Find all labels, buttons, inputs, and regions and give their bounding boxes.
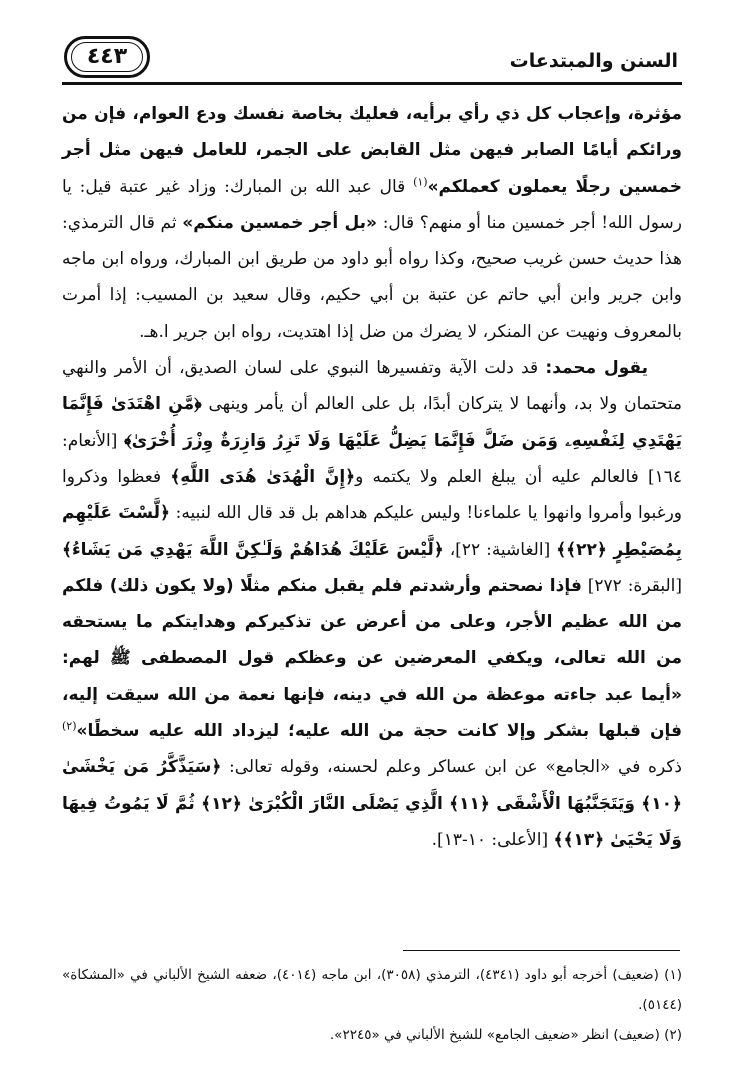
footnotes (62, 960, 682, 1050)
page-header (62, 32, 682, 84)
quran-verse: ﴿إِنَّ الْهُدَىٰ هُدَى اللَّهِ﴾ (170, 466, 356, 487)
verse-reference: [الأعلى: ١٠-١٣]. (431, 829, 554, 850)
paragraph-text: فعظوا وذكروا ورغبوا وأمروا وانهوا يا علماءنا! وليس عليكم هداهم بل قد قال الله لنبيه: (62, 466, 682, 524)
footnote-marker-1: (١) (413, 174, 428, 188)
paragraph-text: ذكره في «الجامع» عن ابن عساكر وعلم لحسنه، وقوله تعالى: (221, 757, 682, 778)
quran-verse: ﴿لَّسْتَ عَلَيْهِم بِمُصَيْطِرٍ ﴿٢٢﴾﴾ (62, 503, 682, 560)
paragraph-text: فإذا نصحتم وأرشدتم فلم يقبل منكم مثلًا (ولا يكون ذلك) فلكم من الله عظيم الأجر، وعلى من أعرض عن تذكيركم وهدايتكم ما يستحقه من الله تعالى، ويكفي المعرضين عن وعظكم قول المصطفى ﷺ لهم: (62, 575, 682, 669)
footnote-1: (١) (ضعيف) أخرجه أبو داود (٤٣٤١)، الترمذي (٣٠٥٨)، ابن ماجه (٤٠١٤)، ضعفه الشيخ الألباني في «المشكاة» (٥١٤٤). (62, 967, 682, 1013)
footnote-marker-2: (٢) (62, 719, 77, 733)
speaker-lead: يقول محمد: (545, 358, 648, 379)
quran-verse: ﴿سَيَذَّكَّرُ مَن يَخْشَىٰ ﴿١٠﴾ وَيَتَجَنَّبُهَا الْأَشْقَى ﴿١١﴾ الَّذِي يَصْلَى النَّارَ الْكُبْرَىٰ ﴿١٢﴾ ثُمَّ لَا يَمُوتُ فِيهَا وَلَا يَحْيَىٰ ﴿١٣﴾﴾ (62, 757, 682, 850)
paragraph-2 (62, 350, 682, 858)
header-divider (62, 84, 682, 85)
quran-verse: ﴿مَّنِ اهْتَدَىٰ فَإِنَّمَا يَهْتَدِي لِنَفْسِهِۦ وَمَن ضَلَّ فَإِنَّمَا يَضِلُّ عَلَيْهَا وَلَا تَزِرُ وَازِرَةٌ وِزْرَ أُخْرَىٰ﴾ (62, 394, 682, 451)
hadith-quote: «أيما عبد جاءته موعظة من الله في دينه، فإنها نعمة من الله سيقت إليه، فإن قبلها بشكر وإلا كانت حجة من الله عليه؛ ليزداد الله عليه سخطًا» (62, 684, 682, 742)
main-text (62, 96, 682, 858)
verse-reference: [الغاشية: ٢٢]، (443, 539, 557, 560)
hadith-quote: مؤثرة، وإعجاب كل ذي رأي برأيه، فعليك بخاصة نفسك ودع العوام، فإن من ورائكم أيامًا الصابر فيهن مثل القابض على الجمر، للعامل فيهن مثل أجر خمسين رجلًا يعملون كعملكم» (62, 104, 683, 197)
verse-reference: [البقرة: ٢٧٢] (581, 575, 682, 596)
hadith-quote: «بل أجر خمسين منكم» (182, 212, 377, 233)
paragraph-text: قد دلت الآية وتفسيرها النبوي على لسان الصديق، أن الأمر والنهي متحتمان ولا بد، وأنهما لا يتركان أبدًا، بل على العالم أن يأمر وينهى (62, 358, 683, 415)
verse-reference: [الأنعام: ١٦٤] (62, 430, 682, 487)
page-number: ٤٤٣ (71, 42, 143, 72)
paragraph-text: ثم قال الترمذي: هذا حديث حسن غريب صحيح، وكذا رواه أبو داود من طريق ابن المبارك، ورواه ابن ماجه وابن جرير وابن أبي حاتم عن عتبة بن أبي حكيم، وقال سعيد بن المسيب: إذا أمرت بالمعروف ونهيت عن المنكر، لا يضرك من ضل إذا اهتديت، رواه ابن جرير ا.هـ. (62, 212, 682, 342)
paragraph-text: فالعالم عليه أن يبلغ العلم ولا يكتمه و (355, 466, 639, 487)
quran-verse: ﴿لَّيْسَ عَلَيْكَ هُدَاهُمْ وَلَـٰكِنَّ اللَّهَ يَهْدِي مَن يَشَاءُ﴾ (62, 539, 444, 560)
footnote-2: (٢) (ضعيف) انظر «ضعيف الجامع» للشيخ الألباني في «٢٢٤٥». (329, 1027, 682, 1043)
page-number-badge (64, 36, 150, 78)
running-title: السنن والمبتدعات (509, 50, 678, 72)
paragraph-1 (62, 96, 682, 350)
footnote-divider (403, 950, 680, 951)
paragraph-text: قال عبد الله بن المبارك: وزاد غير عتبة قيل: يا رسول الله! أجر خمسين منا أو منهم؟ قال: (62, 176, 683, 233)
